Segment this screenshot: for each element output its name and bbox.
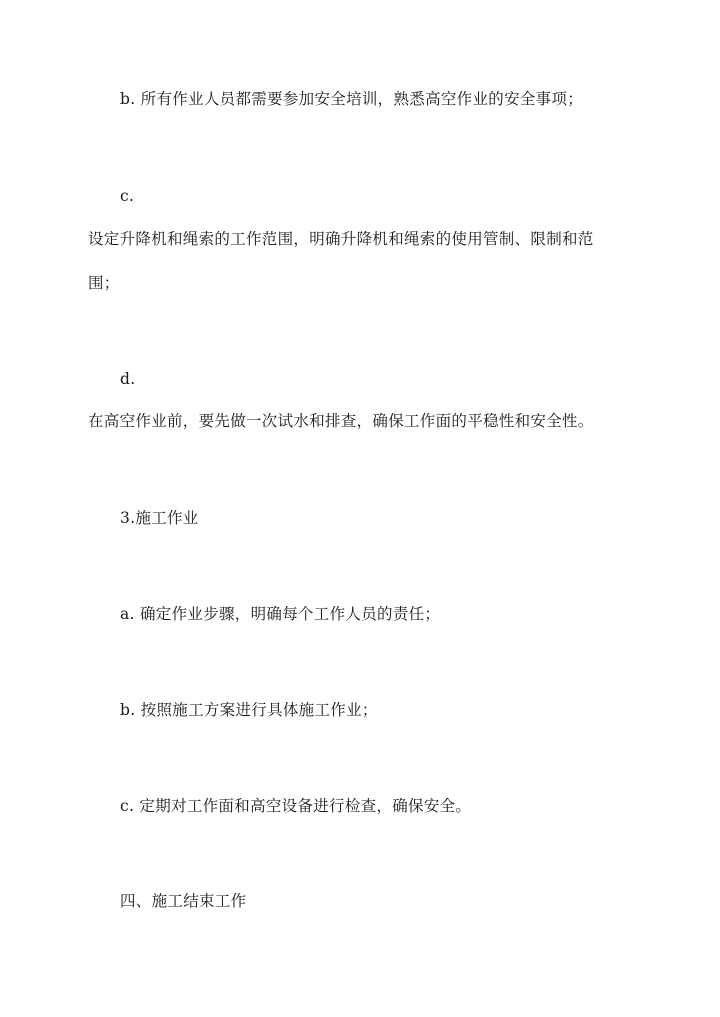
item-c-text-line1: 设定升降机和绳索的工作范围，明确升降机和绳索的使用管制、限制和范 bbox=[88, 230, 594, 248]
item-a-steps: a. 确定作业步骤，明确每个工作人员的责任； bbox=[120, 605, 441, 623]
section-heading-completion: 四、施工结束工作 bbox=[120, 892, 247, 910]
item-c-inspection: c. 定期对工作面和高空设备进行检查，确保安全。 bbox=[120, 797, 472, 815]
item-d-text: 在高空作业前，要先做一次试水和排查，确保工作面的平稳性和安全性。 bbox=[88, 412, 594, 430]
item-d-label: d. bbox=[120, 370, 136, 388]
item-b-safety-training: b. 所有作业人员都需要参加安全培训，熟悉高空作业的安全事项； bbox=[120, 90, 584, 108]
item-c-label: c. bbox=[120, 187, 135, 205]
section-heading-construction: 3.施工作业 bbox=[120, 509, 199, 527]
item-b-construction: b. 按照施工方案进行具体施工作业； bbox=[120, 701, 378, 719]
item-c-text-line2: 围； bbox=[88, 274, 120, 292]
